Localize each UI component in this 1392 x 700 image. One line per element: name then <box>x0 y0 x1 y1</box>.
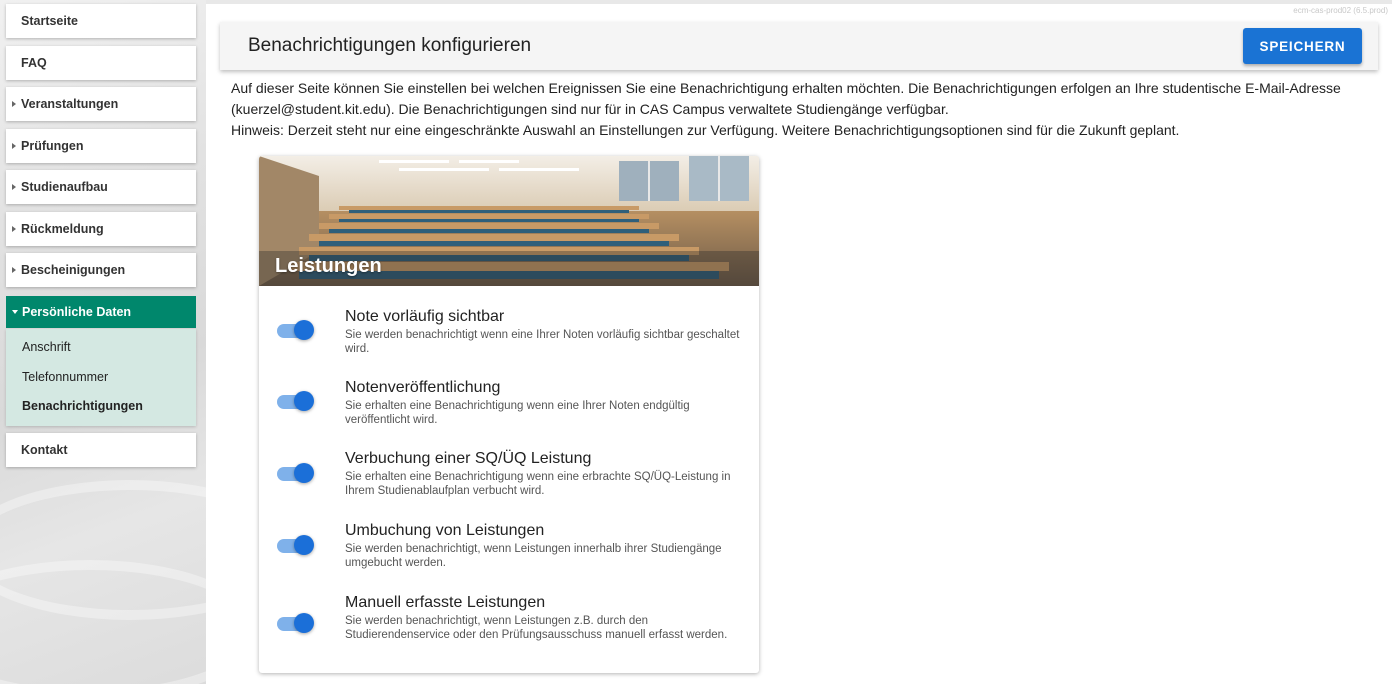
sidebar-item-kontakt[interactable] <box>6 433 196 467</box>
intro-paragraph: Auf dieser Seite können Sie einstellen bei welchen Ereignissen Sie eine Benachrichtigung erhalten möchten. Die Benachrichtigungen erfolgen an Ihre studentische E-Mail-Adresse (kuerzel@student.kit.edu). Die Benachrichtigungen sind nur für in CAS Campus verwaltete Studiengänge verfügbar. <box>231 80 1341 117</box>
intro-hint: Hinweis: Derzeit steht nur eine eingeschränkte Auswahl an Einstellungen zur Verfügung. Weitere Benachrichtigungsoptionen sind für die Zukunft geplant. <box>231 122 1180 138</box>
toggle-umbuchung[interactable] <box>277 534 317 556</box>
setting-title: Notenveröffentlichung <box>345 379 501 396</box>
setting-description: Sie werden benachrichtigt, wenn Leistungen innerhalb ihrer Studiengänge umgebucht werden. <box>345 543 722 569</box>
sidebar-subitem-anschrift[interactable]: Anschrift <box>22 340 71 354</box>
sidebar-item-faq[interactable] <box>6 46 196 80</box>
setting-title: Note vorläufig sichtbar <box>345 308 505 325</box>
caret-right-icon <box>12 184 16 190</box>
toggle-manuell-erfasst[interactable] <box>277 612 317 634</box>
sidebar-item-label: Studienaufbau <box>21 180 108 194</box>
toggle-thumb <box>294 391 314 411</box>
sidebar-item-label: Kontakt <box>21 443 68 457</box>
page-title: Benachrichtigungen konfigurieren <box>248 35 532 56</box>
sidebar-item-label: Persönliche Daten <box>22 305 132 319</box>
sidebar-item-pruefungen[interactable] <box>6 129 196 163</box>
sidebar-subnav <box>6 329 196 426</box>
page-header <box>220 22 1378 70</box>
toggle-thumb <box>294 320 314 340</box>
server-info: ecm-cas-prod02 (6.5.prod) <box>1293 6 1388 15</box>
caret-down-icon <box>12 310 18 314</box>
sidebar-item-label: Prüfungen <box>21 139 84 153</box>
caret-right-icon <box>12 267 16 273</box>
sidebar-item-label: Veranstaltungen <box>21 97 119 111</box>
toggle-notenveroeffentlichung[interactable] <box>277 390 317 412</box>
sidebar-item-label: FAQ <box>21 56 47 70</box>
setting-description: Sie werden benachrichtigt wenn eine Ihrer Noten vorläufig sichtbar geschaltet wird. <box>345 329 740 355</box>
caret-right-icon <box>12 226 16 232</box>
sidebar-item-veranstaltungen[interactable] <box>6 87 196 121</box>
sidebar-item-persoenliche-daten[interactable] <box>6 296 196 328</box>
sidebar <box>0 0 206 684</box>
sidebar-item-label: Bescheinigungen <box>21 263 126 277</box>
sidebar-item-bescheinigungen[interactable] <box>6 253 196 287</box>
toggle-thumb <box>294 535 314 555</box>
sidebar-subitem-benachrichtigungen[interactable]: Benachrichtigungen <box>22 399 143 413</box>
sidebar-item-rueckmeldung[interactable] <box>6 212 196 246</box>
sidebar-item-label: Startseite <box>21 14 78 28</box>
setting-title: Verbuchung einer SQ/ÜQ Leistung <box>345 450 592 467</box>
sidebar-subitem-telefonnummer[interactable]: Telefonnummer <box>22 370 109 384</box>
lecture-hall-image <box>259 156 759 286</box>
setting-description: Sie werden benachrichtigt, wenn Leistungen z.B. durch den Studierendenservice oder den Prüfungsausschuss manuell erfasst werden. <box>345 615 728 641</box>
caret-right-icon <box>12 143 16 149</box>
toggle-thumb <box>294 463 314 483</box>
sidebar-item-startseite[interactable] <box>6 4 196 38</box>
setting-title: Manuell erfasste Leistungen <box>345 594 546 611</box>
toggle-note-vorlaeufig[interactable] <box>277 319 317 341</box>
setting-description: Sie erhalten eine Benachrichtigung wenn eine erbrachte SQ/ÜQ-Leistung in Ihrem Studienablaufplan verbucht wird. <box>345 471 731 497</box>
setting-description: Sie erhalten eine Benachrichtigung wenn eine Ihrer Noten endgültig veröffentlicht wird. <box>345 400 690 426</box>
caret-right-icon <box>12 101 16 107</box>
sidebar-item-label: Rückmeldung <box>21 222 104 236</box>
toggle-thumb <box>294 613 314 633</box>
intro-text <box>231 78 1371 141</box>
top-strip <box>206 0 1392 4</box>
card-title: Leistungen <box>275 255 382 277</box>
leistungen-card <box>259 156 759 673</box>
setting-title: Umbuchung von Leistungen <box>345 522 545 539</box>
toggle-sq-ueq-verbuchung[interactable] <box>277 462 317 484</box>
sidebar-item-studienaufbau[interactable] <box>6 170 196 204</box>
save-button[interactable]: SPEICHERN <box>1243 28 1362 64</box>
